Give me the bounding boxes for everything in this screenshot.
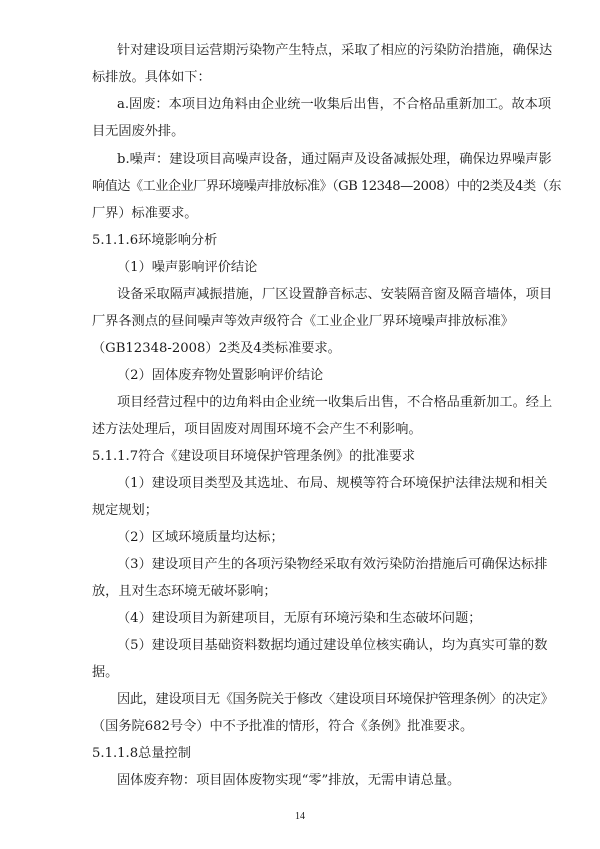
paragraph-line: （GB12348-2008）2类及4类标准要求。	[92, 341, 341, 356]
paragraph-line: 响值达《工业企业厂界环境噪声排放标准》（GB 12348—2008）中的2类及4类（东	[92, 179, 561, 194]
list-item-line: （4）建设项目为新建项目，无原有环境污染和生态破坏问题；	[117, 611, 482, 626]
paragraph-line: （国务院682号令）中不予批准的情形，符合《条例》批准要求。	[92, 719, 474, 734]
subsection-heading: （1）噪声影响评价结论	[117, 260, 258, 275]
subsection-heading: （2）固体废弃物处置影响评价结论	[117, 368, 324, 383]
paragraph-line: 固体废弃物：项目固体废物实现“零”排放，无需申请总量。	[117, 773, 461, 788]
list-item-line: （1）建设项目类型及其选址、布局、规模等符合环境保护法律法规和相关	[117, 476, 548, 491]
paragraph-line: 标排放。具体如下：	[92, 70, 211, 85]
list-item-line: （2）区域环境质量均达标；	[117, 530, 284, 545]
paragraph-line: 述方法处理后，项目固废对周围环境不会产生不利影响。	[92, 422, 422, 437]
paragraph-line: 厂界）标准要求。	[92, 206, 198, 221]
list-item-line: （5）建设项目基础资料数据均通过建设单位核实确认，均为真实可靠的数	[117, 638, 548, 653]
paragraph-line: b.噪声：建设项目高噪声设备，通过隔声及设备减振处理，确保边界噪声影	[117, 152, 552, 167]
section-heading: 5.1.1.7符合《建设项目环境保护管理条例》的批准要求	[92, 449, 416, 464]
paragraph-line: 针对建设项目运营期污染物产生特点，采取了相应的污染防治措施，确保达	[117, 43, 553, 58]
paragraph-line: a.固废：本项目边角料由企业统一收集后出售，不合格品重新加工。故本项	[117, 97, 552, 112]
section-heading: 5.1.1.8总量控制	[92, 746, 191, 761]
paragraph-line: 因此，建设项目无《国务院关于修改〈建设项目环境保护管理条例〉的决定》	[117, 692, 554, 707]
paragraph-line: 项目经营过程中的边角料由企业统一收集后出售，不合格品重新加工。经上	[117, 395, 553, 410]
section-heading: 5.1.1.6环境影响分析	[92, 233, 218, 248]
page-number: 14	[295, 811, 305, 822]
list-item-line: 规定规划；	[92, 503, 158, 518]
list-item-line: 据。	[92, 665, 119, 680]
list-item-line: （3）建设项目产生的各项污染物经采取有效污染防治措施后可确保达标排	[117, 557, 548, 572]
list-item-line: 放，且对生态环境无破坏影响；	[92, 584, 277, 599]
paragraph-line: 目无固废外排。	[92, 124, 185, 139]
paragraph-line: 厂界各测点的昼间噪声等效声级符合《工业企业厂界环境噪声排放标准》	[92, 314, 514, 329]
paragraph-line: 设备采取隔声减振措施，厂区设置静音标志、安装隔音窗及隔音墙体，项目	[117, 287, 553, 302]
